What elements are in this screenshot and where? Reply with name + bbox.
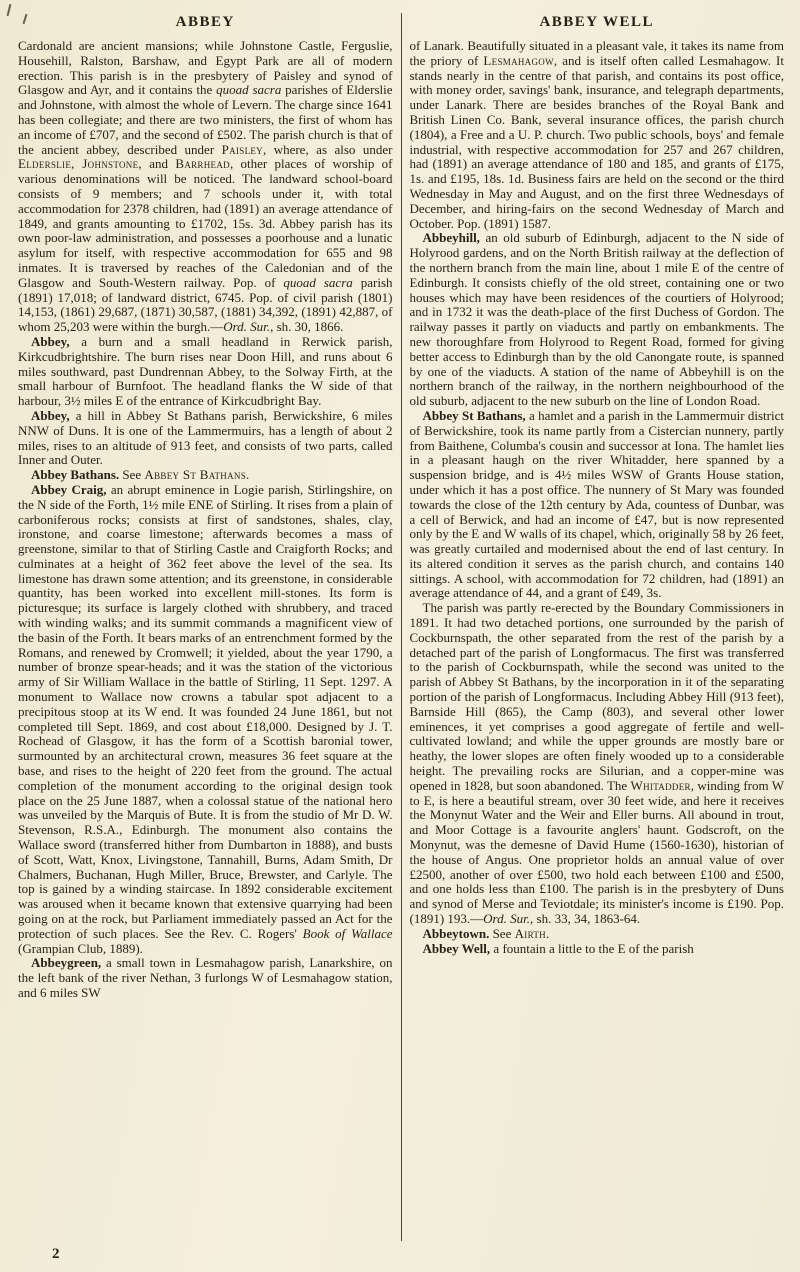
- paragraph: [18, 335, 393, 409]
- body-text: and: [141, 156, 176, 172]
- text-columns: [18, 39, 784, 1241]
- page-number: 2: [52, 1246, 60, 1262]
- body-text: .: [545, 925, 550, 941]
- small-caps-reference: Barrhead: [175, 156, 230, 172]
- left-column-body: [18, 39, 393, 1241]
- body-text: parish (1891) 17,018; of landward district, 6745. Pop. of civil parish (1801) 14,153, (1861) 29,687, (1871) 30,587, (1881) 34,392, (1891) 42,887, of whom 25,203 were within the burgh.—: [18, 274, 393, 335]
- entry-headword: Abbey Bathans.: [31, 467, 120, 483]
- body-text: of Lanark. Beautifully situated in a pleasant vale, it takes its name from the priory of: [409, 39, 784, 68]
- body-text: , sh. 30, 1866.: [270, 319, 344, 335]
- paragraph: [410, 39, 785, 231]
- left-column: [18, 39, 393, 1241]
- entry-headword: Abbey,: [31, 333, 70, 349]
- small-caps-reference: Paisley: [221, 141, 263, 157]
- body-text: , where, as also under: [262, 141, 393, 157]
- paragraph: [410, 942, 785, 957]
- body-text: a hill in Abbey St Bathans parish, Berwickshire, 6 miles NNW of Duns. It is one of the Lammermuirs, has a length of about 2 miles, rises to an altitude of 913 feet, and consists of two parts, called Inner and Outer.: [18, 407, 393, 468]
- italic-text: Book of Wallace: [302, 925, 393, 941]
- column-divider-rule: [401, 13, 402, 1241]
- small-caps-reference: Elderslie, Johnstone,: [18, 156, 142, 172]
- entry-headword: Abbeytown.: [422, 925, 490, 941]
- body-text: See: [489, 925, 515, 941]
- italic-text: quoad sacra: [216, 82, 282, 98]
- body-text: Cardonald are ancient mansions; while Johnstone Castle, Ferguslie, Househill, Ralston, Barshaw, and Egypt Park are all of modern erection. This parish is in the presbytery of Paisley and synod of Glasgow and Ayr, and it contains the: [18, 39, 393, 98]
- body-text: See: [119, 467, 145, 483]
- paragraph: [18, 409, 393, 468]
- body-text: The parish was partly re-erected by the Boundary Commissioners in 1891. It had two detached portions, one surrounded by the parish of Cockburnspath, the other separated from the rest of the parish by a detached part of the parish of Longformacus. The first was transferred to the parish of Cockburnspath, while the second was united to the parish of Abbey St Bathans, by the incorporation in it of the separating portion of the parish of Longformacus. Including Abbey Hill (913 feet), Barnside Hill (865), the Camp (803), and several other lower eminences, it yet comprises a good aggregate of fertile and well-cultivated lowland; and while the upper grounds are mostly bare or heathy, the lower slopes are often finely wooded up to a considerable height. The prevailing rocks are Silurian, and a copper-mine was opened in 1828, but soon abandoned. The: [409, 600, 784, 793]
- small-caps-reference: Whitadder: [630, 777, 691, 793]
- paragraph: [410, 927, 785, 942]
- right-column: [410, 39, 785, 1241]
- paragraph: [18, 468, 393, 483]
- paragraph: [410, 409, 785, 601]
- paragraph: [18, 956, 393, 1000]
- small-caps-reference: Abbey St Bathans: [144, 467, 247, 483]
- body-text: a small town in Lesmahagow parish, Lanarkshire, on the left bank of the river Nethan, 3 furlongs W of Lesmahagow station, and 6 miles SW: [18, 955, 393, 1000]
- body-text: , winding from W to E, is here a beautiful stream, over 30 feet wide, and here it receives the Monynut Water and the Weir and Eller burns. All abound in trout, and Moor Cottage is a favourite anglers' haunt. Godscroft, on the Monynut, was the demesne of David Hume (1560-1630), historian of the house of Angus. One proprietor holds an annual value of over £2500, another of over £500, two hold each between £100 and £500, and one holds less than £100. The parish is in the presbytery of Duns and synod of Merse and Teviotdale; its minister's income is £190. Pop. (1891) 193.—: [409, 777, 784, 927]
- body-text: , and is itself often called Lesmahagow. It stands nearly in the centre of that parish, and contains its post office, with money order, savings' bank, insurance, and telegraph departments, under Lanark. There are besides branches of the Royal Bank and British Linen Co. Bank, several insurance offices, the parish church (1804), a Free and a U. P. church. Two public schools, boys' and female industrial, with respective accommodation for 257 and 267 children, had (1891) an average attendance of 180 and 185, and grants of £175, 1s. and £195, 18s. 1d. Business fairs are held on the second or the third Wednesday in May and August, and on the first three Wednesdays of December, and hiring-fairs on the second Wednesday of March and October. Pop. (1891) 1587.: [409, 52, 784, 231]
- italic-text: Ord. Sur.: [223, 319, 271, 335]
- small-caps-reference: Airth: [514, 925, 546, 941]
- scan-artifact: [7, 4, 12, 16]
- paragraph: [18, 39, 393, 335]
- body-text: a hamlet and a parish in the Lammermuir district of Berwickshire, took its name partly from a Cistercian nunnery, partly from Baithene, Columba's cousin and successor at Iona. The hamlet lies in a pleasant haugh on the river Whitadder, here spanned by a suspension bridge, and is 4½ miles WSW of Grants House station, under which it has a post office. The nunnery of St Mary was founded towards the close of the 12th century by Ada, countess of Dunbar, was a cell of Berwick, and had an income of £47, but is now represented only by the E and W walls of its chapel, which, originally 58 by 26 feet, was greatly curtailed and modernised about the end of last century. In its altered condition it serves as the parish church, and contains 140 sittings. A school, with accommodation for 72 children, had (1891) an average attendance of 44, and a grant of £49, 3s.: [409, 407, 784, 601]
- body-text: , other places of worship of various denominations will be noticed. The landward school-board consists of 9 members; and 7 schools under it, with total accommodation for 2378 children, had (1891) an average attendance of 1849, and grants amounting to £1702, 15s. 3d. Abbey parish has its own poor-law administration, and possesses a poorhouse and a lunatic asylum for itself, with respective accommodation for 655 and 98 inmates. It is traversed by reaches of the Caledonian and of the Glasgow and South-Western railway. Pop. of: [18, 156, 393, 290]
- body-text: a burn and a small headland in Rerwick parish, Kirkcudbrightshire. The burn rises near Doon Hill, and runs about 6 miles southward, past Dundrennan Abbey, to the Solway Firth, at the small harbour of Burnfoot. The headland flanks the W side of that harbour, 3½ miles E of the entrance of Kirkcudbright Bay.: [18, 333, 393, 409]
- running-head-left: ABBEY: [175, 14, 235, 30]
- entry-headword: Abbeygreen,: [31, 955, 102, 971]
- body-text: , sh. 33, 34, 1863-64.: [530, 911, 641, 927]
- body-text: a fountain a little to the E of the parish: [490, 940, 694, 956]
- paragraph: [410, 601, 785, 927]
- entry-headword: Abbey Well,: [422, 940, 491, 956]
- entry-headword: Abbey St Bathans,: [422, 407, 526, 423]
- right-column-body: [410, 39, 785, 1241]
- italic-text: Ord. Sur.: [483, 911, 531, 927]
- running-head-right: ABBEY WELL: [539, 14, 655, 30]
- paragraph: [18, 483, 393, 957]
- entry-headword: Abbeyhill,: [422, 230, 480, 246]
- paragraph: [410, 231, 785, 409]
- body-text: an old suburb of Edinburgh, adjacent to the N side of Holyrood gardens, and on the North British railway at the deflection of the northern branch from the main line, about 1 mile E of the centre of Edinburgh. It consists chiefly of the old street, containing one or two houses which may have been residences of the courtiers of Holyrood; and in 1732 it was the death-place of the first Duchess of Gordon. The railway passes it partly on viaducts and partly on embankments. The new thoroughfare from Holyrood to Regent Road, formed for giving better access to Edinburgh than by the old Canongate route, is spanned by one of the viaducts. A station of the name of Abbeyhill is on the northern branch of the railway, in the northern neighbourhood of the old suburb, adjacent to the new suburb on the line of London Road.: [409, 230, 784, 409]
- entry-headword: Abbey Craig,: [31, 481, 107, 497]
- body-text: .: [246, 467, 250, 483]
- body-text: parishes of Elderslie and Johnstone, with almost the whole of Levern. The charge since 1641 has been collegiate; and there are two ministers, the first of whom has an income of £707, and the second of £502. The parish church is that of the ancient abbey, described under: [18, 82, 393, 157]
- entry-headword: Abbey,: [31, 407, 70, 423]
- body-text: (Grampian Club, 1889).: [18, 940, 143, 956]
- body-text: an abrupt eminence in Logie parish, Stirlingshire, on the N side of the Forth, 1½ mile ENE of Stirling. It rises from a plain of carboniferous rocks; consists at first of sandstones, shales, clay, ironstone, and coarse limestone; afterwards becomes a mass of greenstone, similar to that of Stirling Castle and Craigforth Rocks; and culminates at a height of 362 feet above the level of the sea. Its limestone has drawn some attention; and its greenstone, in considerable quantity, has been worked into excellent mill-stones. Its form is picturesque; its surface is largely clothed with shrubbery, and traced with winding walks; and its summit commands a magnificent view of the basin of the Forth. It bears marks of an entrenchment formed by the Romans, and renewed by Cromwell; it yielded, about the year 1790, a number of bronze spear-heads; and it was the station of the victorious army of Sir William Wallace in the battle of Stirling, 11 Sept. 1297. A monument to Wallace now crowns a tabular spot adjacent to a precipitous stoop at its W end. It was founded 24 June 1861, but not completed till Sept. 1869, and cost about £18,000. Designed by J. T. Rochead of Glasgow, it has the form of a Scottish baronial tower, surmounted by an architectural crown, measures 36 feet square at the base, and rises to the height of 220 feet from the ground. The actual completion of the monument according to the original design took place on the 25 June 1887, when a colossal statue of the national hero was unveiled by the Marquis of Bute. It is from the studio of Mr D. W. Stevenson, R.S.A., Edinburgh. The monument also contains the Wallace sword (transferred hither from Dumbarton in 1888), and busts of Scott, Watt, Knox, Livingstone, Tannahill, Burns, Adam Smith, Dr Chalmers, Buchanan, Hugh Miller, Bruce, Brewster, and Carlyle. The top is gained by a winding staircase. In 1892 considerable excitement was aroused when it became known that extensive quarrying had been going on at the rock, but Parliament immediately passed an Act for the protection of such places. See the Rev. C. Rogers': [18, 481, 393, 941]
- small-caps-reference: Lesmahagow: [483, 52, 554, 68]
- italic-text: quoad sacra: [283, 274, 353, 290]
